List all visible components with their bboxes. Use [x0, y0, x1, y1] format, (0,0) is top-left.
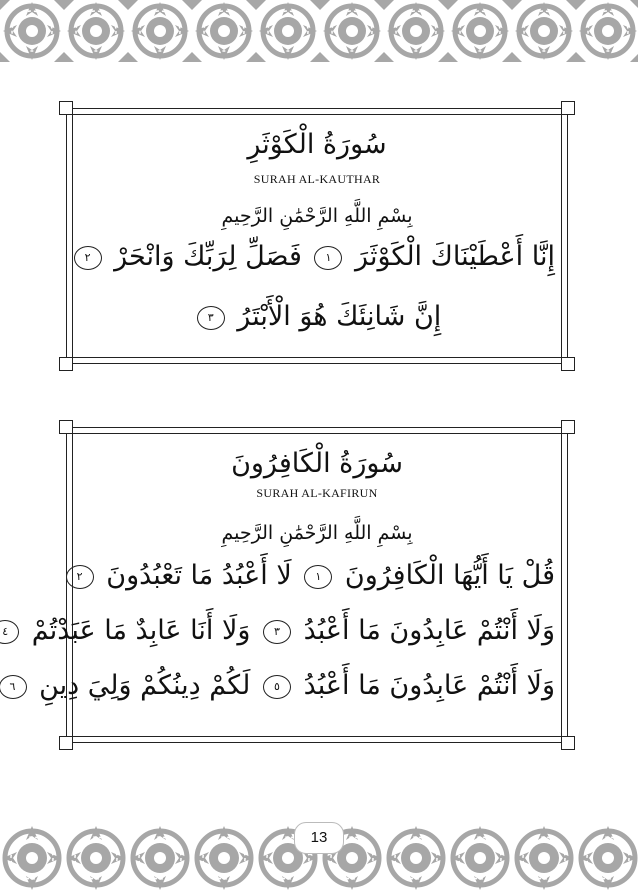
verse-text: لَكُمْ دِينُكُمْ وَلِيَ دِينِ	[39, 670, 251, 701]
page-number: 13	[294, 822, 344, 854]
verse-line	[79, 301, 555, 332]
verse-text: وَلَا أَنَا عَابِدٌ مَا عَبَدْتُمْ	[31, 615, 251, 646]
verse-line	[79, 241, 555, 272]
surah-title-arabic: سُورَةُ الْكَوْثَرِ	[247, 129, 387, 160]
frame-corner-notch	[561, 357, 575, 371]
surah-kafirun-frame	[2, 427, 568, 743]
top-ornament-band	[0, 0, 638, 62]
surah-title-english: SURAH AL-KAFIRUN	[256, 486, 378, 500]
verse-text: لَا أَعْبُدُ مَا تَعْبُدُونَ	[106, 560, 292, 591]
verse-text: فَصَلِّ لِرَبِّكَ وَانْحَرْ	[114, 241, 302, 272]
ayah-number-marker: ٢	[66, 565, 94, 589]
verse-line	[76, 560, 555, 591]
basmala: بِسْمِ اللَّهِ الرَّحْمَٰنِ الرَّحِيمِ	[221, 205, 413, 227]
frame-corner-notch	[561, 101, 575, 115]
frame-corner-notch	[59, 420, 73, 434]
ayah-number-marker: ٢	[74, 246, 102, 270]
ayah-number-marker: ٦	[0, 675, 27, 699]
ayah-number-marker: ٣	[197, 306, 225, 330]
surah-title-english: SURAH AL-KAUTHAR	[253, 172, 381, 186]
frame-corner-notch	[59, 101, 73, 115]
ayah-number-marker: ٥	[263, 675, 291, 699]
surah-title-arabic: سُورَةُ الْكَافِرُونَ	[231, 448, 403, 479]
frame-corner-notch	[561, 736, 575, 750]
frame-corner-notch	[59, 736, 73, 750]
verse-text: وَلَا أَنْتُمْ عَابِدُونَ مَا أَعْبُدُ	[303, 615, 555, 646]
verse-text: قُلْ يَا أَيُّهَا الْكَافِرُونَ	[344, 560, 555, 591]
frame-corner-notch	[561, 420, 575, 434]
surah-kauthar-frame	[66, 108, 568, 364]
ayah-number-marker: ١	[314, 246, 342, 270]
verse-line	[9, 670, 555, 701]
ayah-number-marker: ٣	[263, 620, 291, 644]
verse-text: وَلَا أَنْتُمْ عَابِدُونَ مَا أَعْبُدُ	[303, 670, 555, 701]
verse-text: إِنَّا أَعْطَيْنَاكَ الْكَوْثَرَ	[355, 241, 555, 272]
verse-line	[2, 615, 555, 646]
ayah-number-marker: ١	[304, 565, 332, 589]
verse-text: إِنَّ شَانِئَكَ هُوَ الْأَبْتَرُ	[237, 301, 442, 332]
basmala: بِسْمِ اللَّهِ الرَّحْمَٰنِ الرَّحِيمِ	[221, 522, 413, 544]
ayah-number-marker: ٤	[0, 620, 19, 644]
frame-corner-notch	[59, 357, 73, 371]
